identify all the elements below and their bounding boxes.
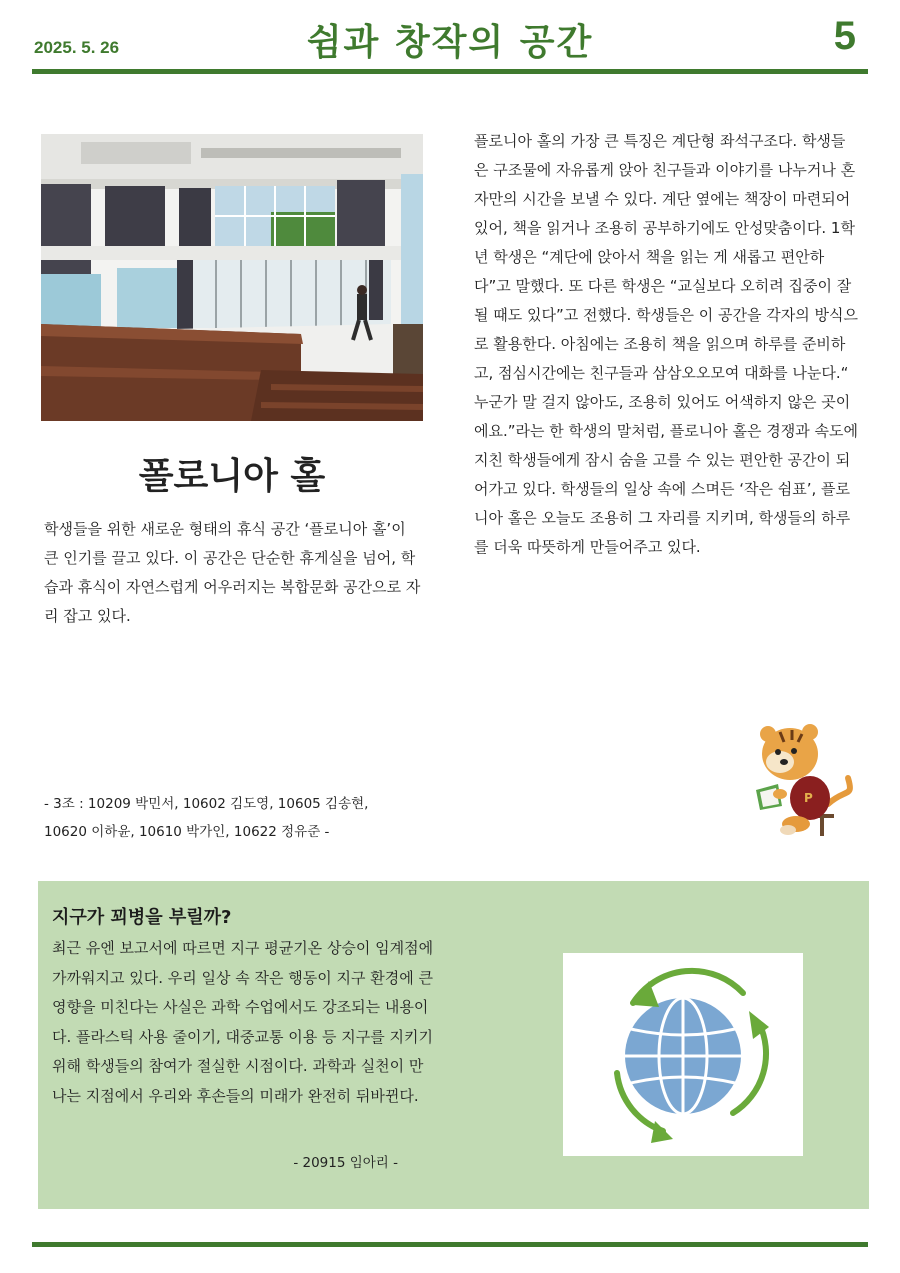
article-body: 플로니아 홀의 가장 큰 특징은 계단형 좌석구조다. 학생들은 구조물에 자유롭게 앉아 친구들과 이야기를 나누거나 혼자만의 시간을 보낼 수 있다. 계단 옆에는 책장이 마련되어 있어, 책을 읽거나 조용히 공부하기에도 안성맞춤이다. 1학년 학생은 “계단에 앉아서 책을 읽는 게 새롭고 편안하다”고 말했다. 또 다른 학생은 “교실보다 오히려 집중이 잘 될 때도 있다”고 전했다. 학생들은 이 공간을 각자의 방식으로 활용한다. 아침에는 조용히 책을 읽으며 하루를 준비하고, 점심시간에는 친구들과 삼삼오오모여 대화를 나눈다.“ 누군가 말 걸지 않아도, 조용히 있어도 어색하지 않은 곳이에요.”라는 한 학생의 말처럼, 플로니아 홀은 경쟁과 속도에 지친 학생들에게 잠시 숨을 고를 수 있는 편안한 공간이 되어가고 있다. 학생들의 일상 속에 스며든 ‘작은 쉼표’, 플로니아 홀은 오늘도 조용히 그 자리를 지키며, 학생들의 하루를 더욱 따뜻하게 만들어주고 있다. (474, 132, 858, 556)
globe-recycle-icon (563, 953, 803, 1156)
issue-date: 2025. 5. 26 (34, 38, 120, 57)
hall-photo (41, 134, 423, 421)
page-title: 쉼과 창작의 공간 (306, 22, 594, 63)
article-title: 폴로니아 홀 (138, 456, 326, 497)
footer-divider (32, 1242, 868, 1247)
article-credits (44, 790, 444, 846)
earth-article-title: 지구가 꾀병을 부릴까? (52, 907, 232, 928)
tiger-reading-mascot-icon (750, 718, 860, 840)
page-number: 5 (833, 14, 856, 58)
earth-article-credit: - 20915 임아리 - (293, 1155, 398, 1171)
credits-line-2: 10620 이하윤, 10610 박가인, 10622 정유준 - (44, 824, 330, 840)
svg-text:P: P (804, 791, 813, 805)
header-divider (32, 69, 868, 74)
article-intro: 학생들을 위한 새로운 형태의 휴식 공간 ‘플로니아 홀’이 큰 인기를 끌고 있다. 이 공간은 단순한 휴게실을 넘어, 학습과 휴식이 자연스럽게 어우러지는 복합문화 공간으로 자리 잡고 있다. (44, 520, 421, 625)
credits-line-1: - 3조 : 10209 박민서, 10602 김도영, 10605 김송현, (44, 796, 369, 812)
earth-article-text: 최근 유엔 보고서에 따르면 지구 평균기온 상승이 임계점에 가까워지고 있다. 우리 일상 속 작은 행동이 지구 환경에 큰 영향을 미친다는 사실은 과학 수업에서도 강조되는 내용이다. 플라스틱 사용 줄이기, 대중교통 이용 등 지구를 지키기 위해 학생들의 참여가 절실한 시점이다. 과학과 실천이 만나는 지점에서 우리와 후손들의 미래가 완전히 뒤바뀐다. (52, 939, 434, 1105)
hall-photo-icon (41, 134, 423, 421)
